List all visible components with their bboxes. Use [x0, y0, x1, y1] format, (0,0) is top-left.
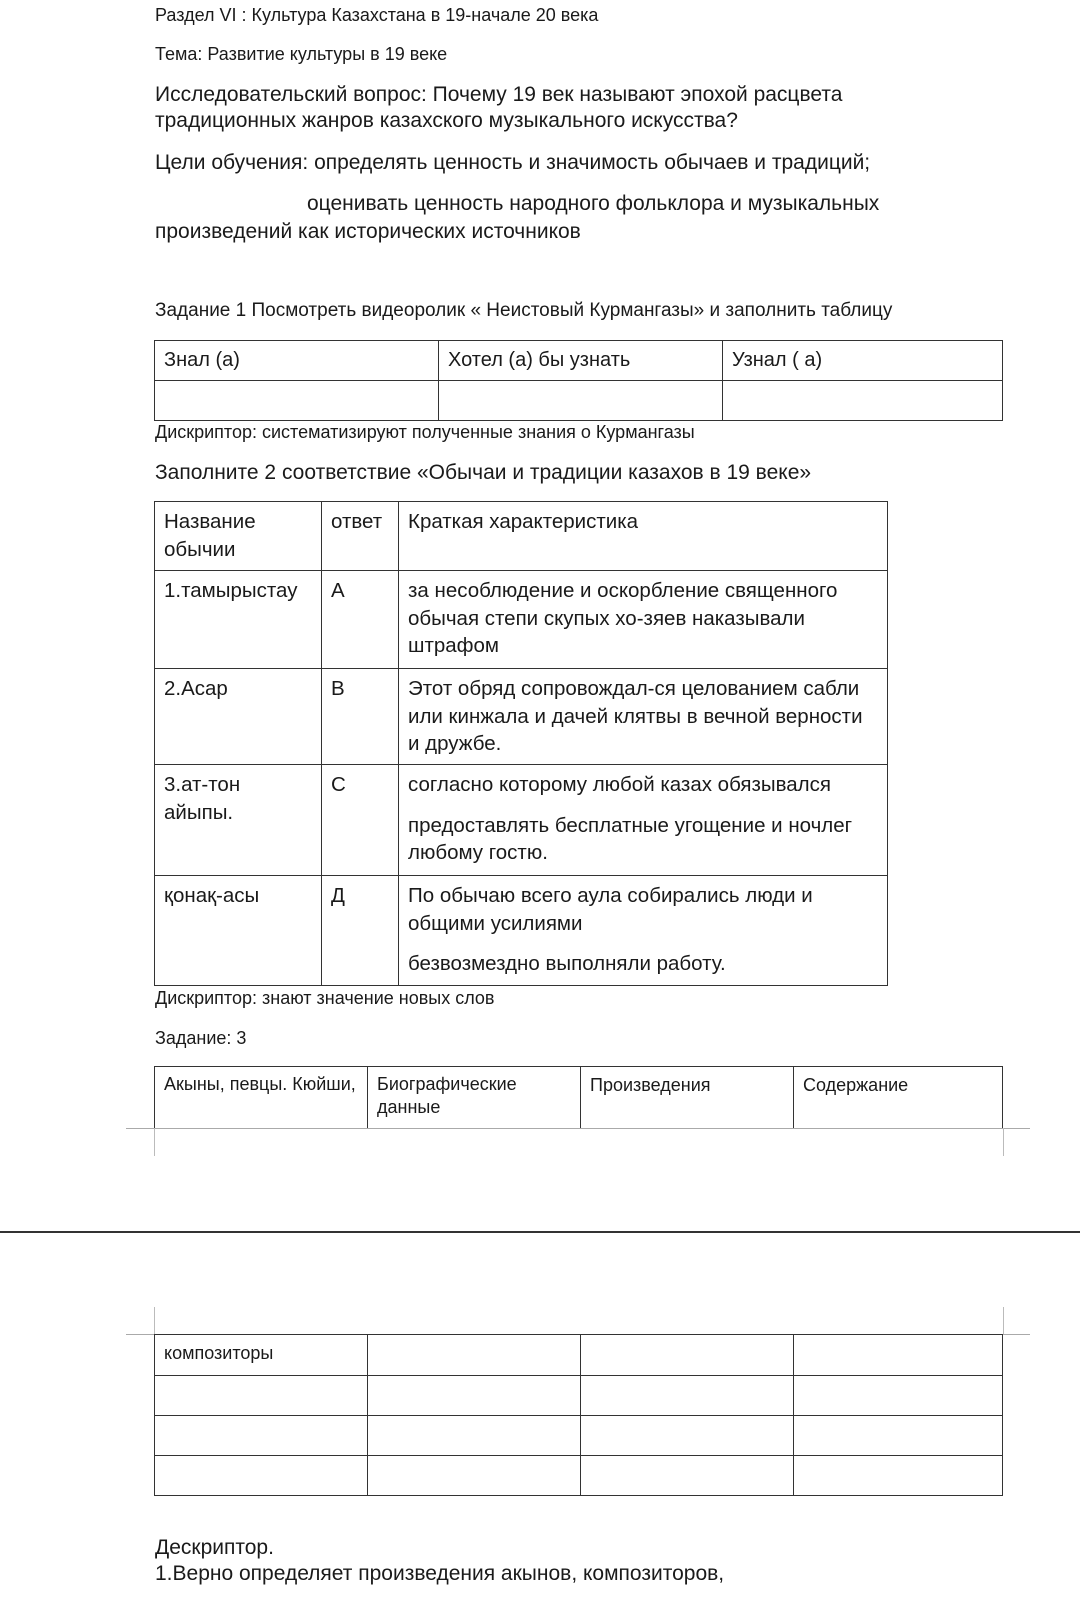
table-row	[155, 669, 888, 765]
learning-goals-line1: Цели обучения: определять ценность и значимость обычаев и традиций;	[155, 151, 871, 174]
task2-title: Заполните 2 соответствие «Обычаи и традиции казахов в 19 веке»	[155, 461, 812, 484]
answer-cell[interactable]: А	[322, 571, 399, 669]
input-cell[interactable]	[368, 1376, 581, 1416]
custom-name: 2.Асар	[155, 669, 322, 765]
description: Этот обряд сопровождал-ся целованием сабли или кинжала и дачей клятвы в вечной верности и дружбе.	[399, 669, 888, 765]
header-cell: Биографические данные	[368, 1067, 581, 1129]
task3-title: Задание: 3	[155, 1028, 247, 1048]
header-cell: Узнал ( а)	[723, 341, 1003, 381]
input-cell[interactable]	[155, 1456, 368, 1496]
table-stub	[154, 1128, 155, 1156]
footer-descriptor-title: Дескриптор.	[155, 1536, 274, 1559]
task1-title: Задание 1 Посмотреть видеоролик « Неистовый Курмангазы» и заполнить таблицу	[155, 300, 893, 321]
input-cell[interactable]	[155, 1376, 368, 1416]
page-margin-line	[126, 1128, 1030, 1129]
input-cell[interactable]	[368, 1335, 581, 1376]
input-cell[interactable]	[368, 1416, 581, 1456]
learning-goals-line3: произведений как исторических источников	[155, 220, 581, 243]
custom-name: 3.ат-тон айыпы.	[155, 765, 322, 876]
section-title: Раздел VI : Культура Казахстана в 19-начале 20 века	[155, 5, 599, 25]
answer-cell[interactable]: Д	[322, 876, 399, 986]
task1-table	[154, 340, 1003, 421]
table-stub	[1003, 1307, 1004, 1334]
header-cell: Знал (а)	[155, 341, 439, 381]
input-cell[interactable]	[794, 1416, 1003, 1456]
page-break	[0, 1231, 1080, 1233]
task2-descriptor: Дискриптор: знают значение новых слов	[155, 988, 495, 1008]
description-cont: предоставлять бесплатные угощение и ночлег любому гостю.	[408, 813, 853, 865]
header-cell: ответ	[322, 502, 399, 571]
input-cell[interactable]	[368, 1456, 581, 1496]
table-row	[155, 765, 888, 876]
table-row	[155, 876, 888, 986]
custom-name: қонақ-асы	[155, 876, 322, 986]
table-row	[155, 571, 888, 669]
header-cell: Название обычии	[155, 502, 322, 571]
input-cell[interactable]	[581, 1335, 794, 1376]
description: за несоблюдение и оскорбление священного обычая степи скупых хо-зяев наказывали штрафом	[399, 571, 888, 669]
header-cell: Акыны, певцы. Кюйши,	[155, 1067, 368, 1129]
task1-descriptor: Дискриптор: систематизируют полученные знания о Курмангазы	[155, 422, 695, 442]
table-stub	[1003, 1128, 1004, 1156]
input-cell[interactable]	[794, 1456, 1003, 1496]
description: согласно которому любой казах обязывался	[408, 773, 831, 797]
input-cell[interactable]	[794, 1335, 1003, 1376]
description: По обычаю всего аула собирались люди и общими усилиями	[408, 884, 813, 935]
answer-cell[interactable]: В	[322, 669, 399, 765]
header-cell: Краткая характеристика	[399, 502, 888, 571]
input-cell[interactable]	[155, 1416, 368, 1456]
header-cell: Произведения	[581, 1067, 794, 1129]
footer-descriptor-line1: 1.Верно определяет произведения акынов, композиторов,	[155, 1562, 725, 1585]
task3-table-body	[154, 1334, 1003, 1496]
input-cell[interactable]	[723, 381, 1003, 421]
header-cell: Хотел (а) бы узнать	[439, 341, 723, 381]
answer-cell[interactable]: С	[322, 765, 399, 876]
header-cell: Содержание	[794, 1067, 1003, 1129]
research-question-line2: традиционных жанров казахского музыкального искусства?	[155, 109, 738, 132]
table-stub	[154, 1307, 155, 1334]
input-cell[interactable]	[581, 1456, 794, 1496]
custom-name: 1.тамырыстау	[155, 571, 322, 669]
input-cell[interactable]	[155, 381, 439, 421]
input-cell[interactable]	[581, 1376, 794, 1416]
task2-table	[154, 501, 888, 986]
row-label: композиторы	[155, 1335, 368, 1376]
research-question-line1: Исследовательский вопрос: Почему 19 век называют эпохой расцвета	[155, 83, 843, 106]
input-cell[interactable]	[581, 1416, 794, 1456]
input-cell[interactable]	[439, 381, 723, 421]
topic: Тема: Развитие культуры в 19 веке	[155, 44, 448, 64]
input-cell[interactable]	[794, 1376, 1003, 1416]
task3-table-header	[154, 1066, 1003, 1129]
learning-goals-line2: оценивать ценность народного фольклора и музыкальных	[307, 192, 880, 215]
description-cont: безвозмездно выполняли работу.	[408, 952, 726, 976]
